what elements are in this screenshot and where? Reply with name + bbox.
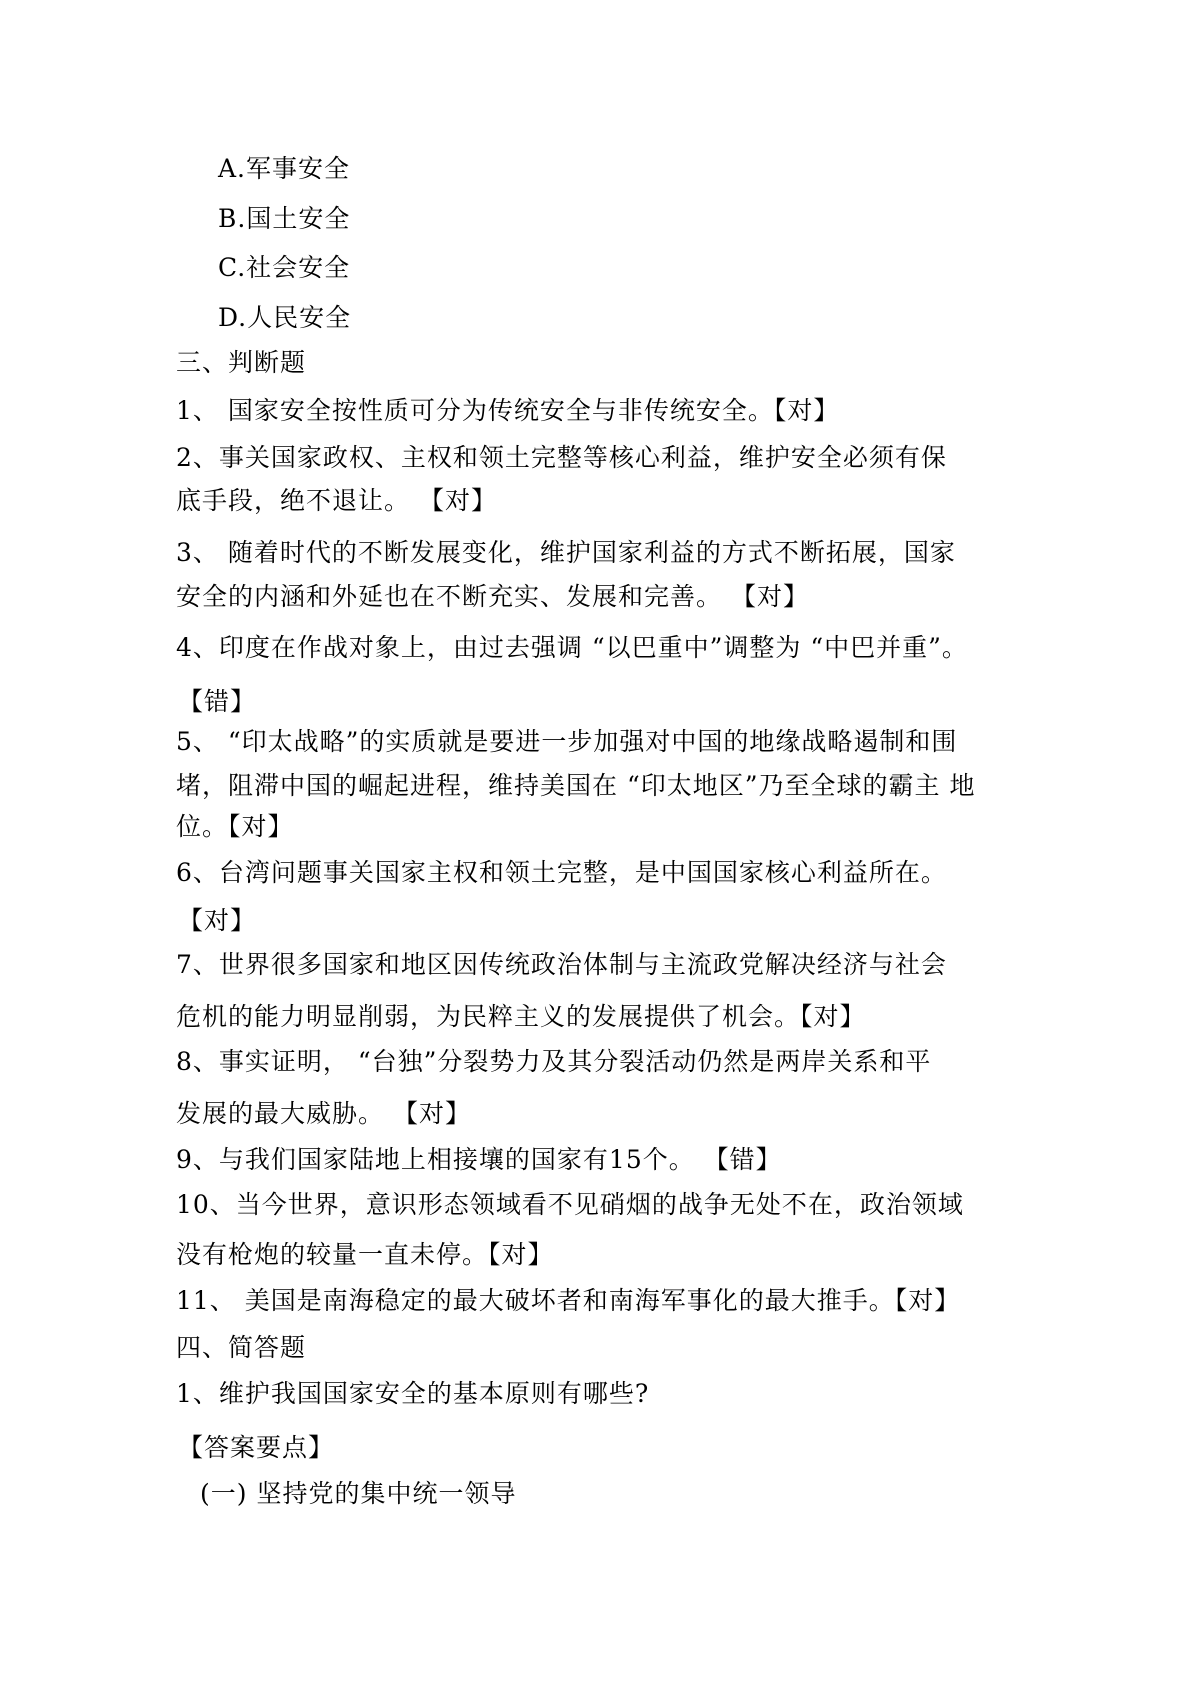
option-d: D.人民安全 bbox=[218, 303, 352, 332]
judgement-line: 2、事关国家政权、主权和领土完整等核心利益，维护安全必须有保 bbox=[176, 443, 947, 472]
answer-point-1: (一) 坚持党的集中统一领导 bbox=[200, 1479, 517, 1508]
option-a: A.军事安全 bbox=[218, 154, 351, 183]
answer-label: 【答案要点】 bbox=[178, 1433, 335, 1462]
judgement-line: 1、 国家安全按性质可分为传统安全与非传统安全。【对】 bbox=[176, 396, 840, 425]
judgement-line: 堵，阻滞中国的崛起进程，维持美国在 “印太地区”乃至全球的霸主 地 bbox=[176, 771, 976, 800]
judgement-line: 6、台湾问题事关国家主权和领土完整，是中国国家核心利益所在。 bbox=[176, 858, 947, 887]
section-title-short-answer: 四、简答题 bbox=[176, 1333, 307, 1362]
judgement-line: 危机的能力明显削弱，为民粹主义的发展提供了机会。【对】 bbox=[176, 1002, 866, 1031]
judgement-line: 9、与我们国家陆地上相接壤的国家有15个。 【错】 bbox=[176, 1145, 782, 1174]
judgement-line: 位。【对】 bbox=[176, 812, 294, 841]
judgement-line: 11、 美国是南海稳定的最大破坏者和南海军事化的最大推手。【对】 bbox=[176, 1286, 961, 1315]
judgement-line: 4、印度在作战对象上，由过去强调 “以巴重中”调整为 “中巴并重”。 bbox=[176, 633, 968, 662]
judgement-line: 【错】 bbox=[178, 687, 257, 716]
option-b: B.国土安全 bbox=[218, 204, 351, 233]
judgement-line: 【对】 bbox=[178, 906, 257, 935]
option-c: C.社会安全 bbox=[218, 253, 351, 282]
judgement-line: 8、事实证明， “台独”分裂势力及其分裂活动仍然是两岸关系和平 bbox=[176, 1047, 932, 1076]
judgement-line: 没有枪炮的较量一直未停。【对】 bbox=[176, 1240, 554, 1269]
section-title-judgement: 三、判断题 bbox=[176, 348, 307, 377]
judgement-line: 发展的最大威胁。 【对】 bbox=[176, 1099, 471, 1128]
judgement-line: 10、当今世界，意识形态领域看不见硝烟的战争无处不在，政治领域 bbox=[176, 1190, 964, 1219]
judgement-line: 5、 “印太战略”的实质就是要进一步加强对中国的地缘战略遏制和围 bbox=[176, 727, 958, 756]
judgement-line: 3、 随着时代的不断发展变化，维护国家利益的方式不断拓展，国家 bbox=[176, 538, 956, 567]
judgement-line: 底手段，绝不退让。 【对】 bbox=[176, 486, 497, 515]
question-1: 1、维护我国国家安全的基本原则有哪些? bbox=[176, 1379, 650, 1408]
judgement-line: 安全的内涵和外延也在不断充实、发展和完善。 【对】 bbox=[176, 582, 809, 611]
judgement-line: 7、世界很多国家和地区因传统政治体制与主流政党解决经济与社会 bbox=[176, 950, 947, 979]
